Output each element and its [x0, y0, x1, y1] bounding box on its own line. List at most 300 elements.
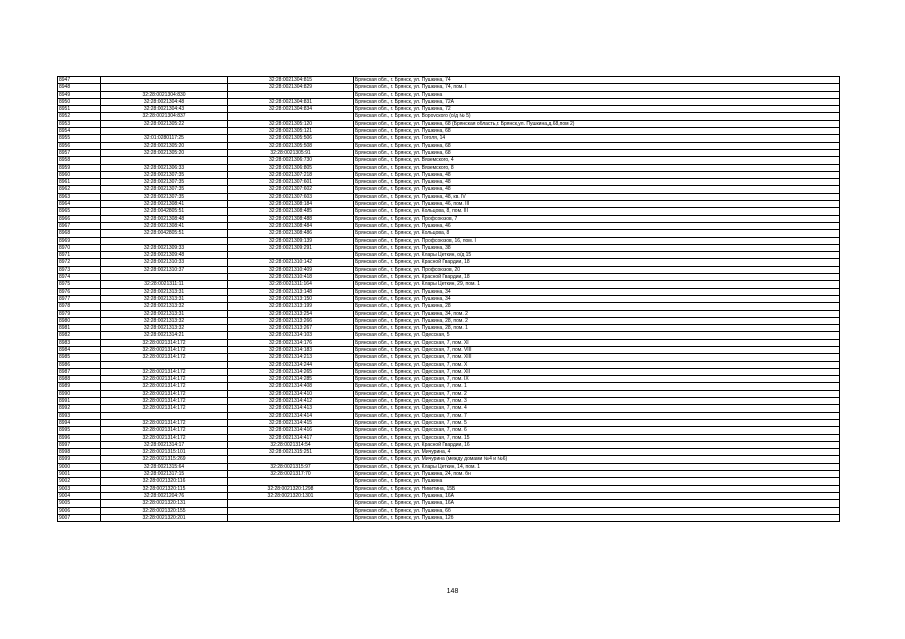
land-cadastral-number-cell: 32:28:0021307:35 — [101, 186, 228, 193]
row-number-cell: 8975 — [58, 281, 101, 288]
address-cell: Брянская обл., г. Брянск, ул. Пушкина, 48 — [354, 171, 840, 178]
object-cadastral-number-cell: 32:28:0021313:199 — [228, 303, 354, 310]
row-number-cell: 8987 — [58, 368, 101, 375]
row-number-cell: 8960 — [58, 171, 101, 178]
object-cadastral-number-cell: 32:28:0021305:121 — [228, 128, 354, 135]
land-cadastral-number-cell: 32:28:0021314:172 — [101, 427, 228, 434]
object-cadastral-number-cell: 32:28:0021313:150 — [228, 295, 354, 302]
land-cadastral-number-cell: 32:28:0021307:35 — [101, 171, 228, 178]
land-cadastral-number-cell — [101, 84, 228, 91]
row-number-cell: 8989 — [58, 383, 101, 390]
land-cadastral-number-cell: 32:28:0021313:31 — [101, 310, 228, 317]
land-cadastral-number-cell: 32:28:0021314:172 — [101, 390, 228, 397]
table-row — [58, 441, 840, 448]
row-number-cell: 8961 — [58, 179, 101, 186]
row-number-cell: 8959 — [58, 164, 101, 171]
table-row — [58, 274, 840, 281]
address-cell: Брянская обл., г. Брянск, ул. Мичурина, 4 — [354, 449, 840, 456]
object-cadastral-number-cell — [228, 252, 354, 259]
table-row — [58, 463, 840, 470]
row-number-cell: 8947 — [58, 77, 101, 84]
row-number-cell: 9003 — [58, 485, 101, 492]
object-cadastral-number-cell — [228, 113, 354, 120]
row-number-cell: 8976 — [58, 288, 101, 295]
address-cell: Брянская обл., г. Брянск, ул. Вяземского, 4 — [354, 157, 840, 164]
object-cadastral-number-cell: 32:28:0021314:265 — [228, 368, 354, 375]
object-cadastral-number-cell: 32:28:0021317:70 — [228, 471, 354, 478]
row-number-cell: 8971 — [58, 252, 101, 259]
row-number-cell: 9002 — [58, 478, 101, 485]
land-cadastral-number-cell: 32:28:0021320:116 — [101, 478, 228, 485]
table-row — [58, 478, 840, 485]
object-cadastral-number-cell: 32:28:0021314:413 — [228, 405, 354, 412]
object-cadastral-number-cell: 32:28:0021308:488 — [228, 215, 354, 222]
land-cadastral-number-cell: 32:01:0280117:25 — [101, 135, 228, 142]
address-cell: Брянская обл., г. Брянск, ул. Клары Цеткин, 29, пом. 1 — [354, 281, 840, 288]
row-number-cell: 8991 — [58, 398, 101, 405]
address-cell: Брянская обл., г. Брянск, ул. Мичурина (между домами №4 и №6) — [354, 456, 840, 463]
land-cadastral-number-cell: 32:28:0021314:172 — [101, 383, 228, 390]
table-row — [58, 317, 840, 324]
row-number-cell: 8966 — [58, 215, 101, 222]
object-cadastral-number-cell: 32:28:0021314:417 — [228, 434, 354, 441]
table-row — [58, 325, 840, 332]
table-row — [58, 449, 840, 456]
address-cell: Брянская обл., г. Брянск, ул. Одесская, 7, пом. XI — [354, 339, 840, 346]
address-cell: Брянская обл., г. Брянск, ул. Пушкина, 68 — [354, 149, 840, 156]
table-row — [58, 383, 840, 390]
object-cadastral-number-cell: 32:28:0021305:508 — [228, 142, 354, 149]
address-cell: Брянская обл., г. Брянск, ул. Пушкина, 34 — [354, 295, 840, 302]
row-number-cell: 8956 — [58, 142, 101, 149]
table-row — [58, 266, 840, 273]
land-cadastral-number-cell: 32:28:0021315:64 — [101, 463, 228, 470]
table-row — [58, 412, 840, 419]
object-cadastral-number-cell — [228, 514, 354, 521]
land-cadastral-number-cell: 32:28:0021313:31 — [101, 295, 228, 302]
address-cell: Брянская обл., г. Брянск, ул. Красной Гвардии, 16 — [354, 441, 840, 448]
address-cell: Брянская обл., г. Брянск, ул. Вяземского, 8 — [354, 164, 840, 171]
land-cadastral-number-cell: 32:28:0021307:35 — [101, 193, 228, 200]
address-cell: Брянская обл., г. Брянск, ул. Пушкина, 48, кв. IV — [354, 193, 840, 200]
address-cell: Брянская обл., г. Брянск, ул. Одесская, 7, пом. 3 — [354, 398, 840, 405]
table-row — [58, 259, 840, 266]
row-number-cell: 8965 — [58, 208, 101, 215]
row-number-cell: 8979 — [58, 310, 101, 317]
object-cadastral-number-cell: 32:28:0021314:410 — [228, 390, 354, 397]
address-cell: Брянская обл., г. Брянск, ул. Гоголя, 14 — [354, 135, 840, 142]
address-cell: Брянская обл., г. Брянск, ул. Одесская, 7, пом. 6 — [354, 427, 840, 434]
land-cadastral-number-cell: 32:28:0021304:830 — [101, 91, 228, 98]
object-cadastral-number-cell: 32:28:0021308:485 — [228, 208, 354, 215]
land-cadastral-number-cell: 32:28:0021306:33 — [101, 164, 228, 171]
land-cadastral-number-cell — [101, 412, 228, 419]
row-number-cell: 9005 — [58, 500, 101, 507]
address-cell: Брянская обл., г. Брянск, ул. Пушкина, 16А — [354, 492, 840, 499]
row-number-cell: 8997 — [58, 441, 101, 448]
row-number-cell: 9004 — [58, 492, 101, 499]
row-number-cell: 8996 — [58, 434, 101, 441]
object-cadastral-number-cell: 32:28:0021320:1301 — [228, 492, 354, 499]
land-cadastral-number-cell — [101, 274, 228, 281]
table-row — [58, 514, 840, 521]
table-row — [58, 171, 840, 178]
object-cadastral-number-cell: 32:28:0021309:291 — [228, 244, 354, 251]
land-cadastral-number-cell: 32:28:0021314:21 — [101, 332, 228, 339]
table-row — [58, 186, 840, 193]
land-cadastral-number-cell: 32:28:0021314:172 — [101, 376, 228, 383]
table-row — [58, 230, 840, 237]
table-row — [58, 149, 840, 156]
address-cell: Брянская обл., г. Брянск, ул. Пушкина, 72 — [354, 106, 840, 113]
address-cell: Брянская обл., г. Брянск, ул. Пушкина, 46, пом. III — [354, 201, 840, 208]
table-row — [58, 295, 840, 302]
address-cell: Брянская обл., г. Брянск, ул. Клары Цеткин, о/д 15 — [354, 252, 840, 259]
land-cadastral-number-cell: 32:28:0021320:201 — [101, 514, 228, 521]
row-number-cell: 9001 — [58, 471, 101, 478]
object-cadastral-number-cell: 32:28:0021308:486 — [228, 230, 354, 237]
row-number-cell: 8999 — [58, 456, 101, 463]
address-cell: Брянская обл., г. Брянск, ул. Одесская, 7, пом. 5 — [354, 419, 840, 426]
table-row — [58, 252, 840, 259]
row-number-cell: 8962 — [58, 186, 101, 193]
object-cadastral-number-cell — [228, 91, 354, 98]
land-cadastral-number-cell: 32:28:0021305:20 — [101, 149, 228, 156]
address-cell: Брянская обл., г. Брянск, ул. Пушкина, 28, пом. 2 — [354, 317, 840, 324]
row-number-cell: 8980 — [58, 317, 101, 324]
table-row — [58, 507, 840, 514]
address-cell: Брянская обл., г. Брянск, ул. Профсоюзов, 16, пом. I — [354, 237, 840, 244]
row-number-cell: 8955 — [58, 135, 101, 142]
row-number-cell: 8990 — [58, 390, 101, 397]
row-number-cell: 8993 — [58, 412, 101, 419]
object-cadastral-number-cell: 32:28:0021305:506 — [228, 135, 354, 142]
address-cell: Брянская обл., г. Брянск, ул. Клары Цеткин, 14, пом. 1 — [354, 463, 840, 470]
table-row — [58, 368, 840, 375]
address-cell: Брянская обл., г. Брянск, ул. Одесская, 7, пом. XII — [354, 368, 840, 375]
address-cell: Брянская обл., г. Брянск, ул. Профсоюзов, 7 — [354, 215, 840, 222]
object-cadastral-number-cell: 32:28:0021314:408 — [228, 383, 354, 390]
table-row — [58, 339, 840, 346]
land-cadastral-number-cell: 32:28:0021309:48 — [101, 252, 228, 259]
address-cell: Брянская обл., г. Брянск, ул. Одесская, 7, пом. XIII — [354, 354, 840, 361]
table-row — [58, 128, 840, 135]
land-cadastral-number-cell: 32:28:0021310:37 — [101, 266, 228, 273]
row-number-cell: 8948 — [58, 84, 101, 91]
land-cadastral-number-cell: 32:28:0021305:22 — [101, 120, 228, 127]
address-cell: Брянская обл., г. Брянск, ул. Одесская, 7, пом. 1 — [354, 383, 840, 390]
table-row — [58, 427, 840, 434]
row-number-cell: 8981 — [58, 325, 101, 332]
address-cell: Брянская обл., г. Брянск, ул. Пушкина, 72А — [354, 98, 840, 105]
land-cadastral-number-cell: 32:28:0021314:172 — [101, 339, 228, 346]
object-cadastral-number-cell: 32:28:0021314:54 — [228, 441, 354, 448]
row-number-cell: 8998 — [58, 449, 101, 456]
address-cell: Брянская обл., г. Брянск, ул. Пушкина, 68 (Брянская область,г. Брянск,ул. Пушкина,д.68,пом 2) — [354, 120, 840, 127]
row-number-cell: 8978 — [58, 303, 101, 310]
object-cadastral-number-cell: 32:28:0021304:815 — [228, 77, 354, 84]
land-cadastral-number-cell: 32:28:0021313:32 — [101, 325, 228, 332]
object-cadastral-number-cell: 32:28:0021304:829 — [228, 84, 354, 91]
row-number-cell: 8995 — [58, 427, 101, 434]
object-cadastral-number-cell: 32:28:0021310:142 — [228, 259, 354, 266]
row-number-cell: 8969 — [58, 237, 101, 244]
land-cadastral-number-cell: 32:28:0021311:11 — [101, 281, 228, 288]
object-cadastral-number-cell: 32:28:0021314:103 — [228, 332, 354, 339]
land-cadastral-number-cell: 32:28:0021305:20 — [101, 142, 228, 149]
row-number-cell: 8992 — [58, 405, 101, 412]
row-number-cell: 8968 — [58, 230, 101, 237]
land-cadastral-number-cell: 32:28:0021304:43 — [101, 106, 228, 113]
registry-table-body — [58, 77, 840, 522]
address-cell: Брянская обл., г. Брянск, ул. Пушкина, 28, пом. 1 — [354, 325, 840, 332]
land-cadastral-number-cell: 32:28:0021314:172 — [101, 398, 228, 405]
table-row — [58, 84, 840, 91]
row-number-cell: 8986 — [58, 361, 101, 368]
land-cadastral-number-cell: 32:28:0021310:33 — [101, 259, 228, 266]
row-number-cell: 8953 — [58, 120, 101, 127]
land-cadastral-number-cell: 32:28:0021308:41 — [101, 201, 228, 208]
land-cadastral-number-cell: 32:28:0021320:155 — [101, 507, 228, 514]
row-number-cell: 8970 — [58, 244, 101, 251]
table-row — [58, 471, 840, 478]
object-cadastral-number-cell: 32:28:0021314:176 — [228, 339, 354, 346]
address-cell: Брянская обл., г. Брянск, ул. Красной Гвардии, 18 — [354, 259, 840, 266]
table-row — [58, 485, 840, 492]
table-row — [58, 310, 840, 317]
row-number-cell: 8983 — [58, 339, 101, 346]
row-number-cell: 8964 — [58, 201, 101, 208]
object-cadastral-number-cell: 32:28:0021307:603 — [228, 193, 354, 200]
object-cadastral-number-cell: 32:28:0021310:418 — [228, 274, 354, 281]
row-number-cell: 8974 — [58, 274, 101, 281]
address-cell: Брянская обл., г. Брянск, ул. Пушкина, 38 — [354, 244, 840, 251]
land-cadastral-number-cell: 32:28:0021314:172 — [101, 346, 228, 353]
table-row — [58, 237, 840, 244]
table-row — [58, 332, 840, 339]
table-row — [58, 157, 840, 164]
address-cell: Брянская обл., г. Брянск, ул. Одесская, 5 — [354, 332, 840, 339]
address-cell: Брянская обл., г. Брянск, ул. Пушкина — [354, 478, 840, 485]
table-row — [58, 434, 840, 441]
row-number-cell: 8951 — [58, 106, 101, 113]
land-cadastral-number-cell: 32:28:0021315:101 — [101, 449, 228, 456]
row-number-cell: 8973 — [58, 266, 101, 273]
object-cadastral-number-cell: 32:28:0021313:266 — [228, 317, 354, 324]
row-number-cell: 8984 — [58, 346, 101, 353]
address-cell: Брянская обл., г. Брянск, ул. Пушкина, 68 — [354, 128, 840, 135]
land-cadastral-number-cell — [101, 157, 228, 164]
object-cadastral-number-cell: 32:28:0021314:244 — [228, 361, 354, 368]
table-row — [58, 106, 840, 113]
land-cadastral-number-cell — [101, 361, 228, 368]
object-cadastral-number-cell: 32:28:0021304:831 — [228, 98, 354, 105]
row-number-cell: 8988 — [58, 376, 101, 383]
table-row — [58, 91, 840, 98]
table-row — [58, 244, 840, 251]
land-cadastral-number-cell: 32:28:0021304:837 — [101, 113, 228, 120]
land-cadastral-number-cell: 32:28:0021309:33 — [101, 244, 228, 251]
land-cadastral-number-cell: 32:28:0021313:32 — [101, 303, 228, 310]
land-cadastral-number-cell — [101, 128, 228, 135]
row-number-cell: 9006 — [58, 507, 101, 514]
land-cadastral-number-cell: 32:28:0021317:15 — [101, 471, 228, 478]
address-cell: Брянская обл., г. Брянск, ул. Пушкина, 46 — [354, 222, 840, 229]
land-cadastral-number-cell: 32:28:0021314:17 — [101, 441, 228, 448]
object-cadastral-number-cell: 32:28:0021314:213 — [228, 354, 354, 361]
row-number-cell: 8954 — [58, 128, 101, 135]
object-cadastral-number-cell: 32:28:0021307:602 — [228, 186, 354, 193]
address-cell: Брянская обл., г. Брянск, ул. Ворovского (о/д № 5) — [354, 113, 840, 120]
address-cell: Брянская обл., г. Брянск, ул. Кольцова, 8 — [354, 230, 840, 237]
land-cadastral-number-cell — [101, 237, 228, 244]
address-cell: Брянская обл., г. Брянск, ул. Пушкина, 24, пом. бн — [354, 471, 840, 478]
object-cadastral-number-cell: 32:28:0021314:285 — [228, 376, 354, 383]
object-cadastral-number-cell: 32:28:0021314:183 — [228, 346, 354, 353]
table-row — [58, 354, 840, 361]
table-row — [58, 405, 840, 412]
object-cadastral-number-cell: 32:28:0021307:601 — [228, 179, 354, 186]
object-cadastral-number-cell: 32:28:0021315:97 — [228, 463, 354, 470]
table-row — [58, 419, 840, 426]
row-number-cell: 8977 — [58, 295, 101, 302]
object-cadastral-number-cell: 32:28:0021314:412 — [228, 398, 354, 405]
object-cadastral-number-cell: 32:28:0021315:251 — [228, 449, 354, 456]
address-cell: Брянская обл., г. Брянск, ул. Никитина, 15Б — [354, 485, 840, 492]
object-cadastral-number-cell: 32:28:0021314:416 — [228, 427, 354, 434]
row-number-cell: 8957 — [58, 149, 101, 156]
land-cadastral-number-cell: 32:28:0021307:35 — [101, 179, 228, 186]
table-row — [58, 361, 840, 368]
table-row — [58, 142, 840, 149]
address-cell: Брянская обл., г. Брянск, ул. Одесская, 7, пом. 7 — [354, 412, 840, 419]
land-cadastral-number-cell: 32:28:0021320:131 — [101, 500, 228, 507]
table-row — [58, 98, 840, 105]
row-number-cell: 8982 — [58, 332, 101, 339]
land-cadastral-number-cell: 32:28:0021308:48 — [101, 215, 228, 222]
registry-table — [57, 76, 840, 522]
object-cadastral-number-cell: 32:28:0021308:484 — [228, 222, 354, 229]
address-cell: Брянская обл., г. Брянск, ул. Пушкина, 74 — [354, 77, 840, 84]
row-number-cell: 8958 — [58, 157, 101, 164]
address-cell: Брянская обл., г. Брянск, ул. Пушкина — [354, 91, 840, 98]
land-cadastral-number-cell: 32:28:0021304:48 — [101, 98, 228, 105]
table-row — [58, 208, 840, 215]
land-cadastral-number-cell: 32:28:0021320:115 — [101, 485, 228, 492]
table-row — [58, 222, 840, 229]
address-cell: Брянская обл., г. Брянск, ул. Пушкина, 12б — [354, 514, 840, 521]
row-number-cell: 9007 — [58, 514, 101, 521]
object-cadastral-number-cell: 32:28:0021311:164 — [228, 281, 354, 288]
object-cadastral-number-cell: 32:28:0021314:414 — [228, 412, 354, 419]
address-cell: Брянская обл., г. Брянск, ул. Одесская, 7, пом. X — [354, 361, 840, 368]
table-row — [58, 303, 840, 310]
address-cell: Брянская обл., г. Брянск, ул. Пушкина, 6б — [354, 507, 840, 514]
row-number-cell: 9000 — [58, 463, 101, 470]
table-row — [58, 398, 840, 405]
object-cadastral-number-cell: 32:28:0021308:184 — [228, 201, 354, 208]
table-row — [58, 288, 840, 295]
address-cell: Брянская обл., г. Брянск, ул. Профсоюзов, 20 — [354, 266, 840, 273]
land-cadastral-number-cell: 32:28:0021314:172 — [101, 434, 228, 441]
land-cadastral-number-cell: 32:28:0021314:172 — [101, 354, 228, 361]
row-number-cell: 8972 — [58, 259, 101, 266]
object-cadastral-number-cell: 32:28:0021314:415 — [228, 419, 354, 426]
table-row — [58, 201, 840, 208]
land-cadastral-number-cell — [101, 77, 228, 84]
table-row — [58, 113, 840, 120]
object-cadastral-number-cell — [228, 500, 354, 507]
row-number-cell: 8950 — [58, 98, 101, 105]
address-cell: Брянская обл., г. Брянск, ул. Одесская, 7, пом. 15 — [354, 434, 840, 441]
object-cadastral-number-cell: 32:28:0021309:139 — [228, 237, 354, 244]
object-cadastral-number-cell: 32:28:0021313:254 — [228, 310, 354, 317]
row-number-cell: 8994 — [58, 419, 101, 426]
row-number-cell: 8952 — [58, 113, 101, 120]
address-cell: Брянская обл., г. Брянск, ул. Одесская, 7, пом. VIII — [354, 346, 840, 353]
table-row — [58, 281, 840, 288]
object-cadastral-number-cell — [228, 456, 354, 463]
table-row — [58, 193, 840, 200]
object-cadastral-number-cell — [228, 478, 354, 485]
address-cell: Брянская обл., г. Брянск, ул. Пушкина, 16А — [354, 500, 840, 507]
object-cadastral-number-cell: 32:28:0021304:834 — [228, 106, 354, 113]
object-cadastral-number-cell: 32:28:0021307:218 — [228, 171, 354, 178]
address-cell: Брянская обл., г. Брянск, ул. Пушкина, 74, пом. I — [354, 84, 840, 91]
table-row — [58, 215, 840, 222]
object-cadastral-number-cell: 32:28:0021305:91 — [228, 149, 354, 156]
object-cadastral-number-cell: 32:28:0021306:730 — [228, 157, 354, 164]
table-row — [58, 500, 840, 507]
address-cell: Брянская обл., г. Брянск, ул. Одесская, 7, пом. 4 — [354, 405, 840, 412]
object-cadastral-number-cell: 32:28:0021310:409 — [228, 266, 354, 273]
address-cell: Брянская обл., г. Брянск, ул. Пушкина, 34, пом. 2 — [354, 310, 840, 317]
address-cell: Брянская обл., г. Брянск, ул. Одесская, 7, пом. IX — [354, 376, 840, 383]
address-cell: Брянская обл., г. Брянск, ул. Одесская, 7, пом. 2 — [354, 390, 840, 397]
row-number-cell: 8963 — [58, 193, 101, 200]
address-cell: Брянская обл., г. Брянск, ул. Красной Гвардии, 18 — [354, 274, 840, 281]
land-cadastral-number-cell: 32:28:0042805:51 — [101, 230, 228, 237]
land-cadastral-number-cell: 32:28:0021314:172 — [101, 405, 228, 412]
address-cell: Брянская обл., г. Брянск, ул. Пушкина, 68 — [354, 142, 840, 149]
object-cadastral-number-cell — [228, 507, 354, 514]
table-row — [58, 77, 840, 84]
land-cadastral-number-cell: 32:28:0021204:76 — [101, 492, 228, 499]
table-row — [58, 346, 840, 353]
table-row — [58, 120, 840, 127]
table-row — [58, 376, 840, 383]
address-cell: Брянская обл., г. Брянск, ул. Пушкина, 48 — [354, 186, 840, 193]
land-cadastral-number-cell: 32:28:0021313:31 — [101, 288, 228, 295]
page-number: 148 — [446, 588, 459, 595]
land-cadastral-number-cell: 32:28:0021314:172 — [101, 419, 228, 426]
land-cadastral-number-cell: 32:28:0021308:41 — [101, 222, 228, 229]
table-row — [58, 179, 840, 186]
row-number-cell: 8949 — [58, 91, 101, 98]
land-cadastral-number-cell: 32:28:0021314:172 — [101, 368, 228, 375]
land-cadastral-number-cell: 32:28:0021313:32 — [101, 317, 228, 324]
land-cadastral-number-cell: 32:28:0042805:51 — [101, 208, 228, 215]
row-number-cell: 8985 — [58, 354, 101, 361]
table-row — [58, 492, 840, 499]
table-row — [58, 456, 840, 463]
land-cadastral-number-cell: 32:28:0021315:269 — [101, 456, 228, 463]
address-cell: Брянская обл., г. Брянск, ул. Кольцова, 8, пом. III — [354, 208, 840, 215]
object-cadastral-number-cell: 32:28:0021320:1298 — [228, 485, 354, 492]
address-cell: Брянская обл., г. Брянск, ул. Пушкина, 48 — [354, 179, 840, 186]
table-row — [58, 390, 840, 397]
table-row — [58, 135, 840, 142]
